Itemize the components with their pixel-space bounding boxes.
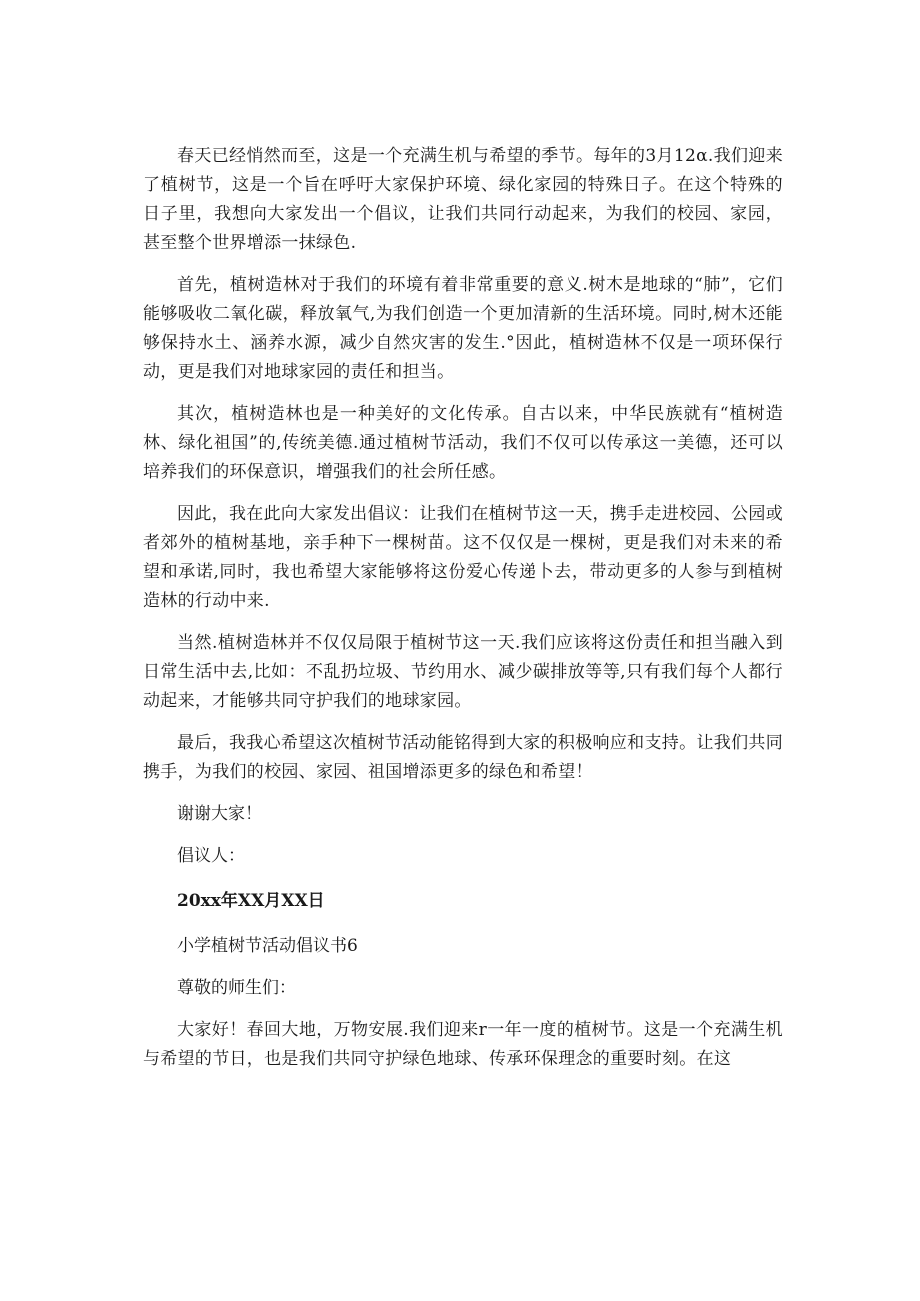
next-document-title: 小学植树节活动倡议书6 — [177, 936, 358, 956]
paragraph-closing: 最后，我我心希望这次植树节活动能铭得到大家的积极响应和支持。让我们共同携手，为我们的校园、家园、祖国增添更多的绿色和希望！ — [143, 733, 783, 782]
paragraph-intro: 春天已经悄然而至，这是一个充满生机与希望的季节。每年的3月12α.我们迎来了植树节，这是一个旨在呼吁大家保护环境、绿化家园的特殊日子。在这个特殊的日子里，我想向大家发出一个倡议，让我们共同行动起来，为我们的校园、家园，甚至整个世界增添一抹绿色. — [143, 146, 783, 253]
salutation-line: 尊敬的师生们： — [177, 978, 296, 998]
date-line: 20xx年XX月XX日 — [177, 891, 325, 911]
paragraph-proposal: 因此，我在此向大家发出倡议：让我们在植树节这一天，携手走进校园、公园或者郊外的植树基地，亲手种下一棵树苗。这不仅仅是一棵树，更是我们对未来的希望和承诺,同时，我也希望大家能够将这份爱心传递卜去，带动更多的人参与到植树造林的行动中来. — [143, 504, 783, 611]
paragraph-second: 其次，植树造林也是一种美好的文化传承。自古以来，中华民族就有“植树造林、绿化祖国”的,传统美德.通过植树节活动，我们不仅可以传承这一美德，还可以培养我们的环保意识，增强我们的社会所任感。 — [143, 404, 783, 482]
proposer-label: 倡议人： — [177, 846, 245, 866]
paragraph-first: 首先，植树造林对于我们的环境有着非常重要的意义.树木是地球的“肺”，它们能够吸收二氧化碳，释放氧气,为我们创造一个更加清新的生活环境。同时,树木还能够保持水土、涵养水源，减少自然灾害的发生.°因此，植树造林不仅是一项环保行动，更是我们对地球家园的责任和担当。 — [143, 275, 783, 382]
paragraph-daily-life: 当然.植树造林并不仅仅局限于植树节这一天.我们应该将这份责任和担当融入到日常生活中去,比如：不乱扔垃圾、节约用水、减少碳排放等等,只有我们每个人都行动起来，才能够共同守护我们的地球家园。 — [143, 633, 783, 711]
thanks-line: 谢谢大家！ — [177, 804, 262, 824]
paragraph-greeting: 大家好！春回大地，万物安展.我们迎来r一年一度的植树节。这是一个充满生机与希望的节日，也是我们共同守护绿色地球、传承环保理念的重要时刻。在这 — [143, 1020, 783, 1069]
document-page — [143, 142, 783, 1074]
